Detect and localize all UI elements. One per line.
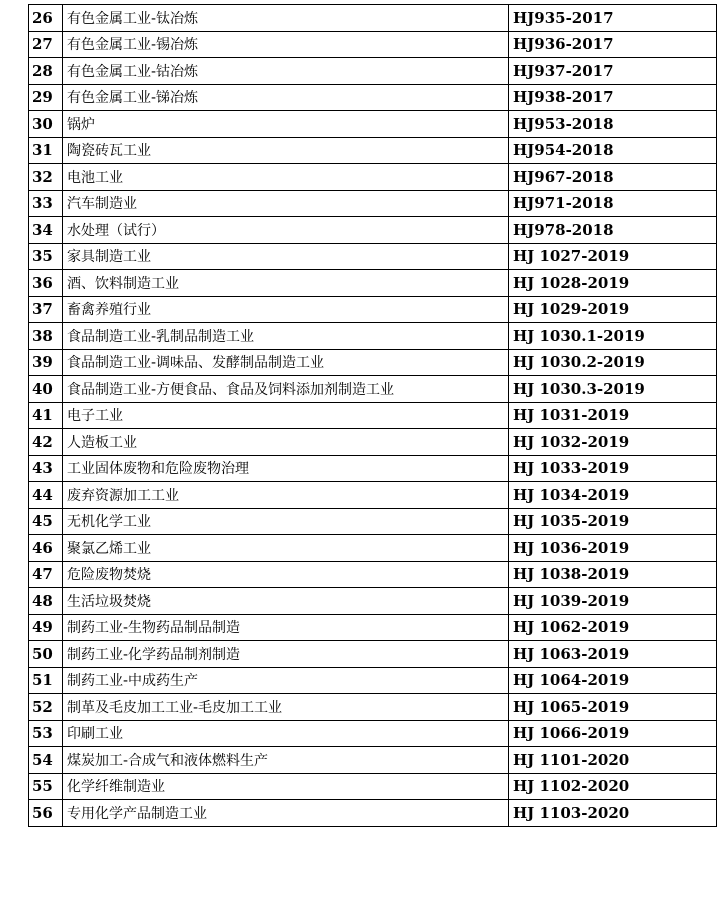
table-row	[29, 270, 717, 297]
standard-code: HJ 1102-2020	[509, 774, 717, 800]
industry-name: 废弃资源加工工业	[63, 482, 509, 508]
industry-name: 生活垃圾焚烧	[63, 588, 509, 614]
industry-name: 食品制造工业-乳制品制造工业	[63, 323, 509, 349]
standard-code: HJ953-2018	[509, 111, 717, 137]
table-row	[29, 111, 717, 138]
standard-code: HJ 1034-2019	[509, 482, 717, 508]
standard-code: HJ937-2017	[509, 58, 717, 84]
table-row	[29, 5, 717, 32]
standard-code: HJ 1064-2019	[509, 668, 717, 694]
standard-code: HJ936-2017	[509, 32, 717, 58]
industry-name: 制药工业-中成药生产	[63, 668, 509, 694]
row-number: 29	[29, 85, 63, 111]
industry-name: 有色金属工业-锡冶炼	[63, 32, 509, 58]
table-row	[29, 641, 717, 668]
standard-code: HJ 1066-2019	[509, 721, 717, 747]
table-row	[29, 85, 717, 112]
table-row	[29, 721, 717, 748]
row-number: 38	[29, 323, 63, 349]
row-number: 31	[29, 138, 63, 164]
table-row	[29, 297, 717, 324]
row-number: 55	[29, 774, 63, 800]
standards-table	[28, 4, 717, 827]
industry-name: 家具制造工业	[63, 244, 509, 270]
row-number: 37	[29, 297, 63, 323]
standard-code: HJ 1039-2019	[509, 588, 717, 614]
row-number: 27	[29, 32, 63, 58]
row-number: 35	[29, 244, 63, 270]
standard-code: HJ 1036-2019	[509, 535, 717, 561]
row-number: 46	[29, 535, 63, 561]
table-row	[29, 350, 717, 377]
table-row	[29, 58, 717, 85]
table-row	[29, 138, 717, 165]
row-number: 51	[29, 668, 63, 694]
standard-code: HJ938-2017	[509, 85, 717, 111]
industry-name: 制革及毛皮加工工业-毛皮加工工业	[63, 694, 509, 720]
industry-name: 陶瓷砖瓦工业	[63, 138, 509, 164]
industry-name: 汽车制造业	[63, 191, 509, 217]
industry-name: 有色金属工业-钴冶炼	[63, 58, 509, 84]
industry-name: 无机化学工业	[63, 509, 509, 535]
standard-code: HJ 1028-2019	[509, 270, 717, 296]
row-number: 43	[29, 456, 63, 482]
standard-code: HJ 1031-2019	[509, 403, 717, 429]
industry-name: 危险废物焚烧	[63, 562, 509, 588]
table-row	[29, 244, 717, 271]
row-number: 42	[29, 429, 63, 455]
industry-name: 煤炭加工-合成气和液体燃料生产	[63, 747, 509, 773]
row-number: 48	[29, 588, 63, 614]
standard-code: HJ967-2018	[509, 164, 717, 190]
standard-code: HJ 1063-2019	[509, 641, 717, 667]
row-number: 56	[29, 800, 63, 826]
table-row	[29, 323, 717, 350]
row-number: 33	[29, 191, 63, 217]
row-number: 50	[29, 641, 63, 667]
standard-code: HJ 1101-2020	[509, 747, 717, 773]
table-row	[29, 668, 717, 695]
industry-name: 工业固体废物和危险废物治理	[63, 456, 509, 482]
table-row	[29, 535, 717, 562]
standard-code: HJ 1030.2-2019	[509, 350, 717, 376]
industry-name: 水处理（试行）	[63, 217, 509, 243]
table-row	[29, 32, 717, 59]
standard-code: HJ935-2017	[509, 5, 717, 31]
industry-name: 聚氯乙烯工业	[63, 535, 509, 561]
standard-code: HJ 1035-2019	[509, 509, 717, 535]
standard-code: HJ 1038-2019	[509, 562, 717, 588]
industry-name: 印刷工业	[63, 721, 509, 747]
industry-name: 食品制造工业-方便食品、食品及饲料添加剂制造工业	[63, 376, 509, 402]
industry-name: 专用化学产品制造工业	[63, 800, 509, 826]
row-number: 41	[29, 403, 63, 429]
row-number: 34	[29, 217, 63, 243]
standard-code: HJ 1065-2019	[509, 694, 717, 720]
table-row	[29, 509, 717, 536]
row-number: 36	[29, 270, 63, 296]
table-row	[29, 694, 717, 721]
industry-name: 有色金属工业-钛冶炼	[63, 5, 509, 31]
table-row	[29, 456, 717, 483]
industry-name: 人造板工业	[63, 429, 509, 455]
standard-code: HJ 1103-2020	[509, 800, 717, 826]
table-row	[29, 164, 717, 191]
table-row	[29, 747, 717, 774]
industry-name: 制药工业-生物药品制品制造	[63, 615, 509, 641]
row-number: 32	[29, 164, 63, 190]
standard-code: HJ 1062-2019	[509, 615, 717, 641]
standard-code: HJ 1032-2019	[509, 429, 717, 455]
table-row	[29, 562, 717, 589]
row-number: 47	[29, 562, 63, 588]
table-row	[29, 191, 717, 218]
row-number: 54	[29, 747, 63, 773]
table-row	[29, 429, 717, 456]
row-number: 40	[29, 376, 63, 402]
industry-name: 食品制造工业-调味品、发酵制品制造工业	[63, 350, 509, 376]
table-row	[29, 217, 717, 244]
standard-code: HJ 1033-2019	[509, 456, 717, 482]
standard-code: HJ 1029-2019	[509, 297, 717, 323]
table-row	[29, 376, 717, 403]
industry-name: 有色金属工业-锑冶炼	[63, 85, 509, 111]
table-row	[29, 403, 717, 430]
industry-name: 化学纤维制造业	[63, 774, 509, 800]
table-row	[29, 588, 717, 615]
table-row	[29, 482, 717, 509]
industry-name: 锅炉	[63, 111, 509, 137]
standard-code: HJ971-2018	[509, 191, 717, 217]
table-row	[29, 800, 717, 827]
table-row	[29, 774, 717, 801]
standard-code: HJ 1030.1-2019	[509, 323, 717, 349]
row-number: 52	[29, 694, 63, 720]
row-number: 53	[29, 721, 63, 747]
row-number: 39	[29, 350, 63, 376]
standard-code: HJ 1027-2019	[509, 244, 717, 270]
industry-name: 制药工业-化学药品制剂制造	[63, 641, 509, 667]
standard-code: HJ954-2018	[509, 138, 717, 164]
industry-name: 畜禽养殖行业	[63, 297, 509, 323]
industry-name: 电池工业	[63, 164, 509, 190]
row-number: 45	[29, 509, 63, 535]
row-number: 26	[29, 5, 63, 31]
row-number: 44	[29, 482, 63, 508]
industry-name: 电子工业	[63, 403, 509, 429]
row-number: 49	[29, 615, 63, 641]
row-number: 28	[29, 58, 63, 84]
table-row	[29, 615, 717, 642]
industry-name: 酒、饮料制造工业	[63, 270, 509, 296]
standard-code: HJ 1030.3-2019	[509, 376, 717, 402]
row-number: 30	[29, 111, 63, 137]
standard-code: HJ978-2018	[509, 217, 717, 243]
